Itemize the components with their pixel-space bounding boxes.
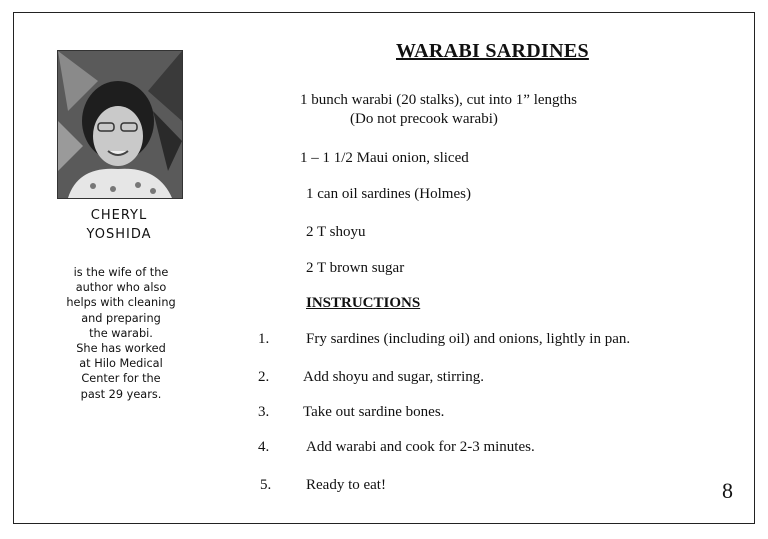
step-text: Fry sardines (including oil) and onions, lightly in pan. <box>306 331 631 347</box>
bio-line: Center for the <box>81 372 161 386</box>
recipe-title: WARABI SARDINES <box>396 40 589 62</box>
ingredient-sardines: 1 can oil sardines (Holmes) <box>306 186 471 202</box>
bio-line: at Hilo Medical <box>79 357 163 371</box>
step-number: 1. <box>258 331 270 347</box>
step-number: 2. <box>258 369 270 385</box>
step-text: Take out sardine bones. <box>303 404 445 420</box>
page-number: 8 <box>722 478 733 503</box>
profile-name-last: YOSHIDA <box>86 227 152 242</box>
step-number: 3. <box>258 404 270 420</box>
step-text: Ready to eat! <box>306 477 386 493</box>
profile-name-first: CHERYL <box>90 208 148 223</box>
bio-line: She has worked <box>76 342 166 356</box>
bio-line: past 29 years. <box>80 387 162 401</box>
instructions-heading: INSTRUCTIONS <box>306 295 421 311</box>
ingredient-sugar: 2 T brown sugar <box>306 260 405 276</box>
profile-photo <box>57 50 183 199</box>
bio-line: is the wife of the <box>73 266 169 279</box>
step-number: 5. <box>260 477 272 493</box>
ingredient-warabi: 1 bunch warabi (20 stalks), cut into 1” lengths <box>300 92 578 108</box>
bio-line: author who also <box>75 281 167 295</box>
step-text: Add warabi and cook for 2-3 minutes. <box>306 439 535 455</box>
bio-line: and preparing <box>81 311 161 325</box>
step-number: 4. <box>258 439 270 455</box>
ingredient-note: (Do not precook warabi) <box>350 111 498 127</box>
profile-bio <box>46 265 196 402</box>
bio-line: helps with cleaning <box>66 296 176 310</box>
step-text: Add shoyu and sugar, stirring. <box>303 369 485 385</box>
ingredient-shoyu: 2 T shoyu <box>306 224 366 240</box>
ingredient-onion: 1 – 1 1/2 Maui onion, sliced <box>300 150 469 166</box>
bio-line: the warabi. <box>89 326 153 340</box>
